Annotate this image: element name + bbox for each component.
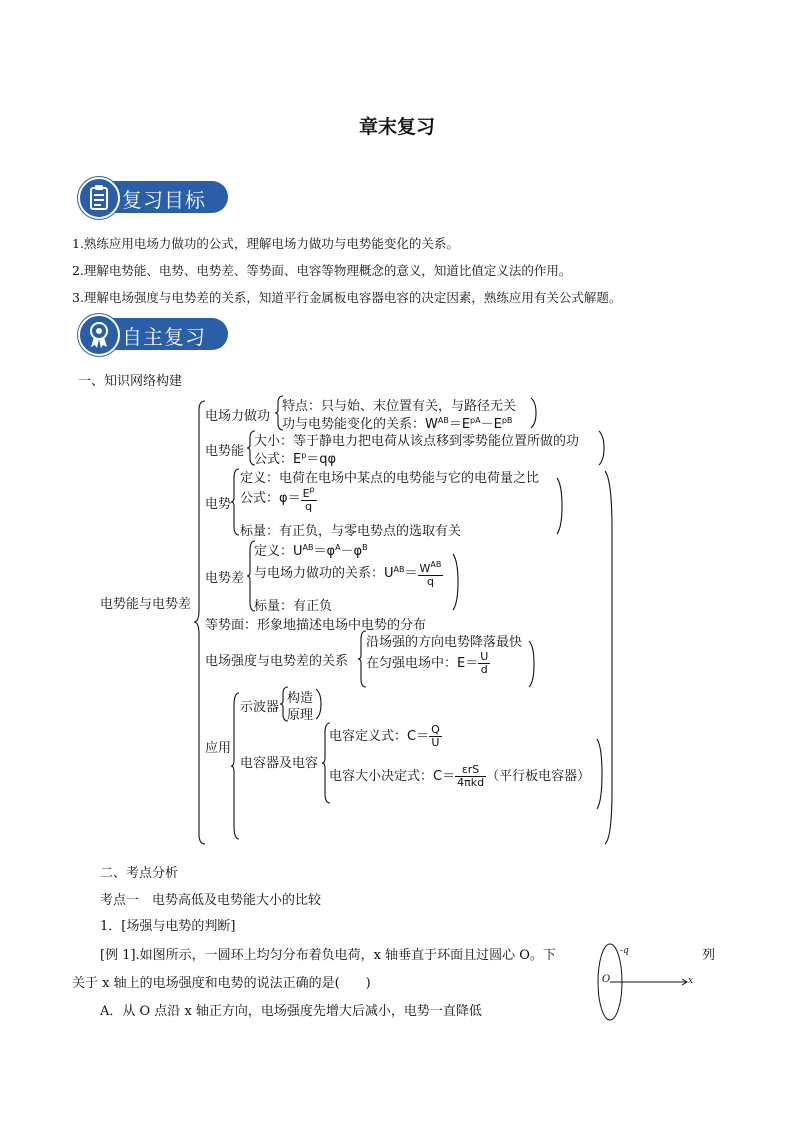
kn-oscilloscope-label: 示波器 <box>240 700 280 715</box>
work-right-bracket <box>530 397 538 429</box>
kn-potential-label: 电势 <box>205 497 232 512</box>
kn-pd-label: 电势差 <box>205 571 245 586</box>
figure-center-label: O <box>602 974 611 985</box>
kn-pd-scalar: 标量：有正负 <box>254 599 333 614</box>
knowledge-root: 电势能与电势差 <box>100 597 192 612</box>
page-title: 章末复习 <box>358 116 435 138</box>
goal-item-1: 1.熟练应用电场力做功的公式，理解电场力做功与电势能变化的关系。 <box>72 236 459 251</box>
section-banner-review <box>78 314 233 354</box>
kn-work-relation: 功与电势能变化的关系：$W^{AB}=E^{pA}-E^{pB}$ <box>282 416 513 432</box>
example-1-line-1: [例 1].如图所示，一圆环上均匀分布着负电荷，x 轴垂直于环面且过圆心 O。下 <box>100 948 556 963</box>
example-1-line-2: 关于 x 轴上的电场强度和电势的说法正确的是( ) <box>72 976 371 991</box>
kn-pe-label: 电势能 <box>205 444 245 459</box>
example-1-option-a: A．从 O 点沿 x 轴正方向，电场强度先增大后减小，电势一直降低 <box>100 1004 482 1019</box>
potential-right-bracket <box>556 477 564 535</box>
capacitor-right-bracket <box>596 738 604 810</box>
kn-work-feature: 特点：只与始、末位置有关，与路径无关 <box>282 399 517 414</box>
application-brace <box>232 692 240 840</box>
kn-osc-item-structure: 构造 <box>287 691 314 706</box>
pd-right-bracket <box>452 553 460 611</box>
kn-potential-definition: 定义：电荷在电场中某点的电势能与它的电荷量之比 <box>240 471 540 486</box>
potential-brace <box>232 468 240 536</box>
goal-item-3: 3.理解电场强度与电势差的关系，知道平行金属板电容器电容的决定因素，熟练应用有关公式解题。 <box>72 290 622 305</box>
exam-subpoint-1: 1．[场强与电势的判断] <box>100 919 236 934</box>
clipboard-icon <box>78 177 120 219</box>
section-banner-goals <box>78 177 233 217</box>
exam-point-1: 考点一 电势高低及电势能大小的比较 <box>100 893 322 908</box>
kn-osc-item-principle: 原理 <box>287 708 314 723</box>
kn-potential-formula: 公式：φ＝ $\frac{E^p}{q}$ <box>240 485 315 513</box>
kn-application-label: 应用 <box>205 741 232 756</box>
section-label-review: 自主复习 <box>122 325 206 349</box>
example-1-line-1-tail: 列 <box>702 948 716 963</box>
knowledge-heading: 一、知识网络构建 <box>78 374 183 389</box>
figure-axis-label: x <box>688 976 694 986</box>
kn-field-pd-item2: 在匀强电场中：E＝ $\frac{U}{d}$ <box>366 650 489 676</box>
oscilloscope-right-bracket <box>315 688 323 720</box>
field-pd-right-bracket <box>528 640 536 688</box>
analysis-heading: 二、考点分析 <box>100 866 179 881</box>
figure-charge-label: -q <box>620 946 629 956</box>
ring-charge-figure <box>592 940 702 1025</box>
kn-capacitance-definition: 电容定义式：C＝ $\frac{Q}{U}$ <box>329 723 440 749</box>
kn-pd-relation: 与电场力做功的关系：$U^{AB}=$ $\frac{W^{AB}}{q}$ <box>254 560 442 588</box>
kn-field-pd-item1: 沿场强的方向电势降落最快 <box>366 635 523 650</box>
kn-field-pd-label: 电场强度与电势差的关系 <box>205 654 349 669</box>
section-label-goals: 复习目标 <box>122 188 206 212</box>
award-ribbon-icon <box>78 314 120 356</box>
goal-item-2: 2.理解电势能、电势、电势差、等势面、电容等物理概念的意义，知道比值定义法的作用。 <box>72 263 572 278</box>
kn-equipotential: 等势面：形象地描述电场中电势的分布 <box>205 618 427 633</box>
kn-work-label: 电场力做功 <box>205 409 271 424</box>
kn-capacitance-determinant: 电容大小决定式：C＝ $\frac{\text{εrS}}{\text{4πkd}}$ （平行板电容器） <box>329 763 591 789</box>
pe-right-bracket <box>598 430 606 466</box>
kn-pe-size: 大小：等于静电力把电荷从该点移到零势能位置所做的功 <box>254 434 580 449</box>
kn-potential-scalar: 标量：有正负，与零电势点的选取有关 <box>240 524 462 539</box>
kn-capacitor-label: 电容器及电容 <box>240 756 319 771</box>
kn-pe-formula: 公式：$E^p=q\varphi$ <box>254 451 337 467</box>
root-right-bracket <box>604 470 616 845</box>
kn-pd-definition: 定义：$U^{AB}=\varphi^A-\varphi^B$ <box>254 543 368 559</box>
